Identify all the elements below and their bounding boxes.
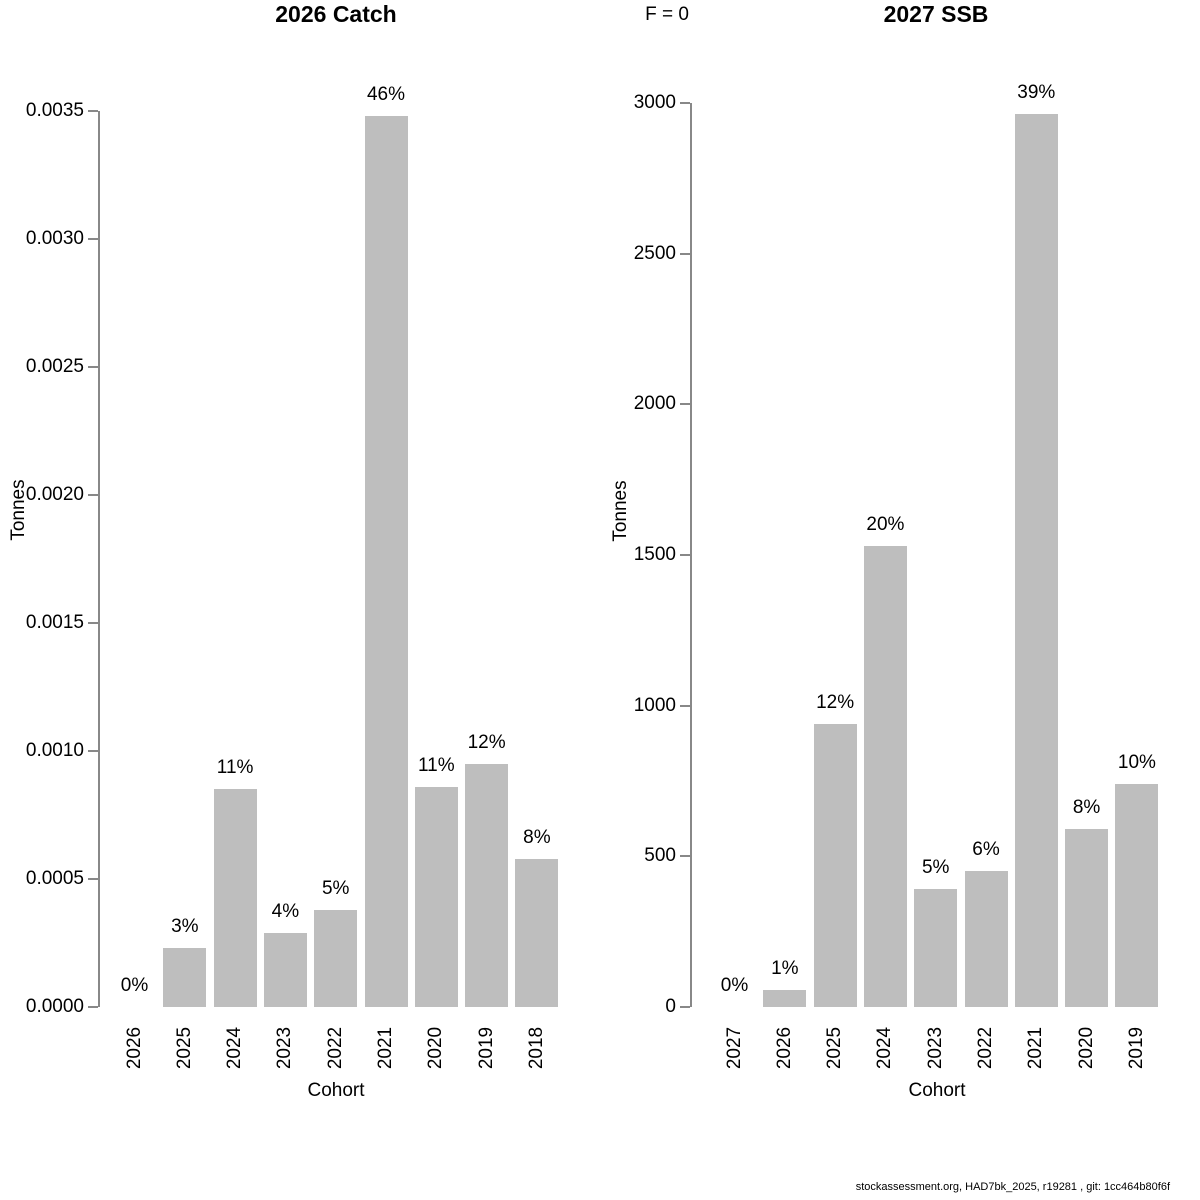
bar-2025 (163, 948, 206, 1007)
x-tick-label-text: 2023 (274, 1026, 296, 1070)
y-axis-tick (88, 366, 98, 368)
bar-2020 (1065, 829, 1108, 1007)
bar-2022 (314, 910, 357, 1007)
x-tick-label-2022 (326, 1016, 346, 1080)
bar-2023 (264, 933, 307, 1007)
x-tick-label-text: 2021 (1025, 1026, 1047, 1070)
y-axis-tick (88, 622, 98, 624)
x-tick-label-text: 2020 (425, 1026, 447, 1070)
x-tick-label-2020 (1077, 1016, 1097, 1080)
x-tick-label-text: 2027 (723, 1026, 745, 1070)
y-axis-tick (680, 1006, 690, 1008)
y-axis-label-left: Tonnes (8, 479, 29, 541)
y-tick-label: 2500 (633, 242, 676, 264)
x-tick-label-2023 (926, 1016, 946, 1080)
x-tick-label-text: 2026 (123, 1026, 145, 1070)
bar-percent-label: 11% (216, 757, 254, 778)
x-tick-label-2019 (477, 1016, 497, 1080)
x-tick-label-2025 (175, 1016, 195, 1080)
y-axis-tick (680, 554, 690, 556)
bar-2020 (415, 787, 458, 1007)
bar-2025 (814, 724, 857, 1007)
y-axis-tick (88, 750, 98, 752)
bar-percent-label: 39% (1017, 82, 1056, 103)
bar-percent-label: 11% (417, 755, 455, 776)
x-tick-label-text: 2026 (773, 1026, 795, 1070)
x-tick-label-2018 (527, 1016, 547, 1080)
bar-percent-label: 1% (771, 958, 799, 979)
x-tick-label-text: 2025 (824, 1026, 846, 1070)
y-axis-tick (88, 878, 98, 880)
bar-percent-label: 0% (720, 975, 749, 996)
x-tick-label-2024 (225, 1016, 245, 1080)
x-tick-label-2027 (725, 1016, 745, 1080)
bar-percent-label: 5% (921, 857, 950, 878)
bar-2022 (965, 871, 1008, 1007)
x-tick-label-text: 2023 (924, 1026, 946, 1070)
y-axis-tick (680, 705, 690, 707)
x-tick-label-text: 2018 (525, 1026, 547, 1070)
y-axis-tick (88, 110, 98, 112)
y-axis-tick (88, 494, 98, 496)
bar-percent-label: 8% (523, 827, 551, 848)
y-tick-label: 3000 (633, 92, 676, 113)
bar-percent-label: 46% (366, 84, 406, 105)
bar-percent-label: 0% (120, 975, 149, 996)
footer-credit: stockassessment.org, HAD7bk_2025, r19281 , git: 1cc464b80f6f (855, 1181, 1170, 1193)
bar-2018 (515, 859, 558, 1007)
bar-percent-label: 3% (171, 916, 199, 937)
x-tick-label-2024 (875, 1016, 895, 1080)
y-axis-tick (88, 1006, 98, 1008)
bar-2021 (365, 116, 408, 1007)
x-tick-label-text: 2024 (224, 1026, 246, 1070)
bar-percent-label: 6% (972, 839, 1000, 860)
y-axis-tick (680, 102, 690, 104)
bar-percent-label: 5% (321, 878, 350, 899)
x-tick-label-text: 2019 (475, 1026, 497, 1070)
f-value-label: F = 0 (645, 4, 689, 25)
bar-2019 (1115, 784, 1158, 1007)
y-tick-label: 0.0015 (25, 612, 84, 633)
x-tick-label-text: 2021 (375, 1026, 396, 1070)
bar-percent-label: 10% (1117, 752, 1156, 773)
y-axis-tick (88, 238, 98, 240)
y-axis-tick (680, 403, 690, 405)
bar-2024 (864, 546, 907, 1007)
chart-title-right: 2027 SSB (883, 1, 989, 27)
bar-percent-label: 4% (271, 901, 300, 922)
bar-2021 (1015, 114, 1058, 1007)
x-tick-label-text: 2020 (1075, 1026, 1097, 1070)
x-axis-label-right: Cohort (908, 1080, 966, 1101)
bar-percent-label: 12% (467, 732, 506, 753)
x-tick-label-2021 (1026, 1016, 1046, 1080)
bar-2026 (763, 990, 806, 1007)
y-axis-label-right: Tonnes (610, 480, 631, 542)
plot-area-left (25, 84, 602, 1070)
y-tick-label: 0.0030 (25, 228, 84, 249)
x-tick-label-text: 2022 (975, 1026, 996, 1070)
y-axis-tick (680, 855, 690, 857)
y-tick-label: 0.0020 (25, 484, 84, 505)
x-tick-label-text: 2019 (1125, 1026, 1147, 1070)
x-tick-label-2025 (825, 1016, 845, 1080)
y-tick-label: 2000 (633, 393, 676, 415)
y-tick-label: 0 (665, 996, 676, 1017)
x-tick-label-2026 (775, 1016, 795, 1080)
y-tick-label: 0.0035 (25, 100, 84, 121)
x-axis-label-left: Cohort (307, 1080, 365, 1101)
y-tick-label: 1000 (633, 694, 676, 716)
x-tick-label-2026 (125, 1016, 145, 1080)
x-tick-label-2019 (1127, 1016, 1147, 1080)
y-tick-label: 0.0010 (25, 740, 84, 761)
bar-2023 (914, 889, 957, 1007)
x-tick-label-text: 2022 (324, 1026, 346, 1070)
y-tick-label: 0.0005 (25, 868, 84, 889)
x-tick-label-text: 2025 (173, 1026, 195, 1070)
y-tick-label: 0.0000 (25, 996, 84, 1017)
x-tick-label-2023 (275, 1016, 295, 1080)
bar-percent-label: 12% (816, 692, 855, 713)
bar-percent-label: 20% (866, 514, 905, 535)
x-tick-label-2020 (426, 1016, 446, 1080)
y-tick-label: 500 (644, 845, 676, 867)
bar-2019 (465, 764, 508, 1007)
plot-area-right (633, 82, 1194, 1070)
x-tick-label-text: 2024 (874, 1026, 896, 1070)
bar-percent-label: 8% (1072, 797, 1101, 818)
y-axis-tick (680, 253, 690, 255)
x-tick-label-2022 (976, 1016, 996, 1080)
y-tick-label: 1500 (633, 544, 676, 565)
y-tick-label: 0.0025 (25, 356, 84, 377)
bar-2024 (214, 789, 257, 1007)
chart-title-left: 2026 Catch (275, 1, 397, 27)
x-tick-label-2021 (376, 1016, 396, 1080)
